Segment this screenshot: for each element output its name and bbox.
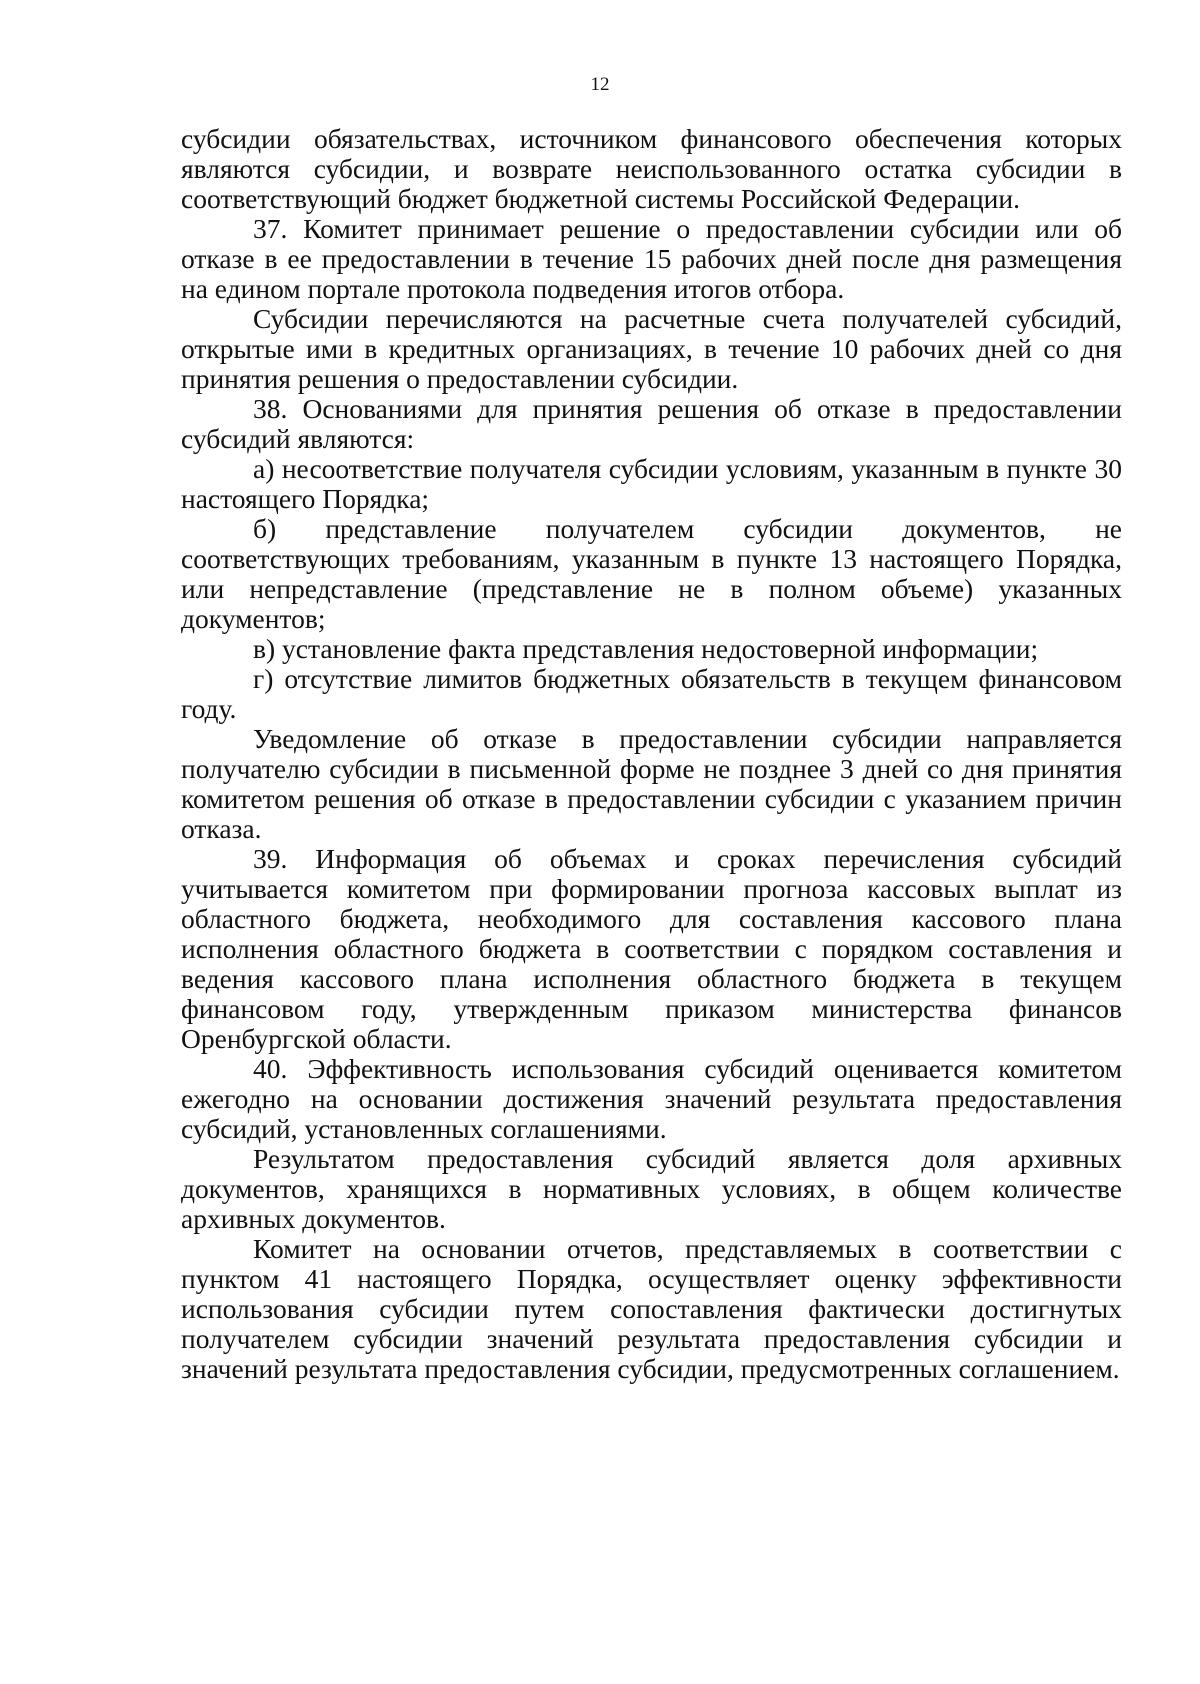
paragraph-item-g: г) отсутствие лимитов бюджетных обязательств в текущем финансовом году. — [181, 663, 1122, 724]
paragraph-result-definition: Результатом предоставления субсидий является доля архивных документов, хранящихся в нормативных условиях, в общем количестве архивных документов. — [181, 1143, 1122, 1234]
paragraph-evaluation: Комитет на основании отчетов, представляемых в соответствии с пунктом 41 настоящего Порядка, осуществляет оценку эффективности использования субсидии путем сопоставления фактически достигнутых получателем субсидии значений результата предоставления субсидии и значений результата предоставления субсидии, предусмотренных соглашением. — [181, 1233, 1122, 1384]
paragraph-item-v: в) установление факта представления недостоверной информации; — [253, 633, 1039, 664]
paragraph-clause-38: 38. Основаниями для принятия решения об отказе в предоставлении субсидий являются: — [181, 393, 1122, 454]
paragraph-refusal-notice: Уведомление об отказе в предоставлении субсидии направляется получателю субсидии в письменной форме не позднее 3 дней со дня принятия комитетом решения об отказе в предоставлении субсидии с указанием причин отказа. — [181, 723, 1122, 844]
paragraph-subsidy-transfer: Субсидии перечисляются на расчетные счета получателей субсидий, открытые ими в кредитных организациях, в течение 10 рабочих дней со дня принятия решения о предоставлении субсидии. — [181, 303, 1122, 394]
paragraph-clause-37: 37. Комитет принимает решение о предоставлении субсидии или об отказе в ее предоставлении в течение 15 рабочих дней после дня размещения на едином портале протокола подведения итогов отбора. — [181, 213, 1122, 304]
document-body — [181, 124, 1122, 1384]
page-number: 12 — [590, 74, 610, 95]
paragraph-item-b: б) представление получателем субсидии документов, не соответствующих требованиям, указанным в пункте 13 настоящего Порядка, или непредставление (представление не в полном объеме) указанных документов; — [181, 513, 1122, 634]
paragraph-clause-40: 40. Эффективность использования субсидий оценивается комитетом ежегодно на основании достижения значений результата предоставления субсидий, установленных соглашениями. — [181, 1053, 1122, 1144]
paragraph-clause-39: 39. Информация об объемах и сроках перечисления субсидий учитывается комитетом при формировании прогноза кассовых выплат из областного бюджета, необходимого для составления кассового плана исполнения областного бюджета в соответствии с порядком составления и ведения кассового плана исполнения областного бюджета в текущем финансовом году, утвержденным приказом министерства финансов Оренбургской области. — [181, 843, 1122, 1054]
paragraph-item-a: а) несоответствие получателя субсидии условиям, указанным в пункте 30 настоящего Порядка; — [181, 453, 1122, 514]
paragraph-continuation: субсидии обязательствах, источником финансового обеспечения которых являются субсидии, и возврате неиспользованного остатка субсидии в соответствующий бюджет бюджетной системы Российской Федерации. — [181, 123, 1122, 214]
